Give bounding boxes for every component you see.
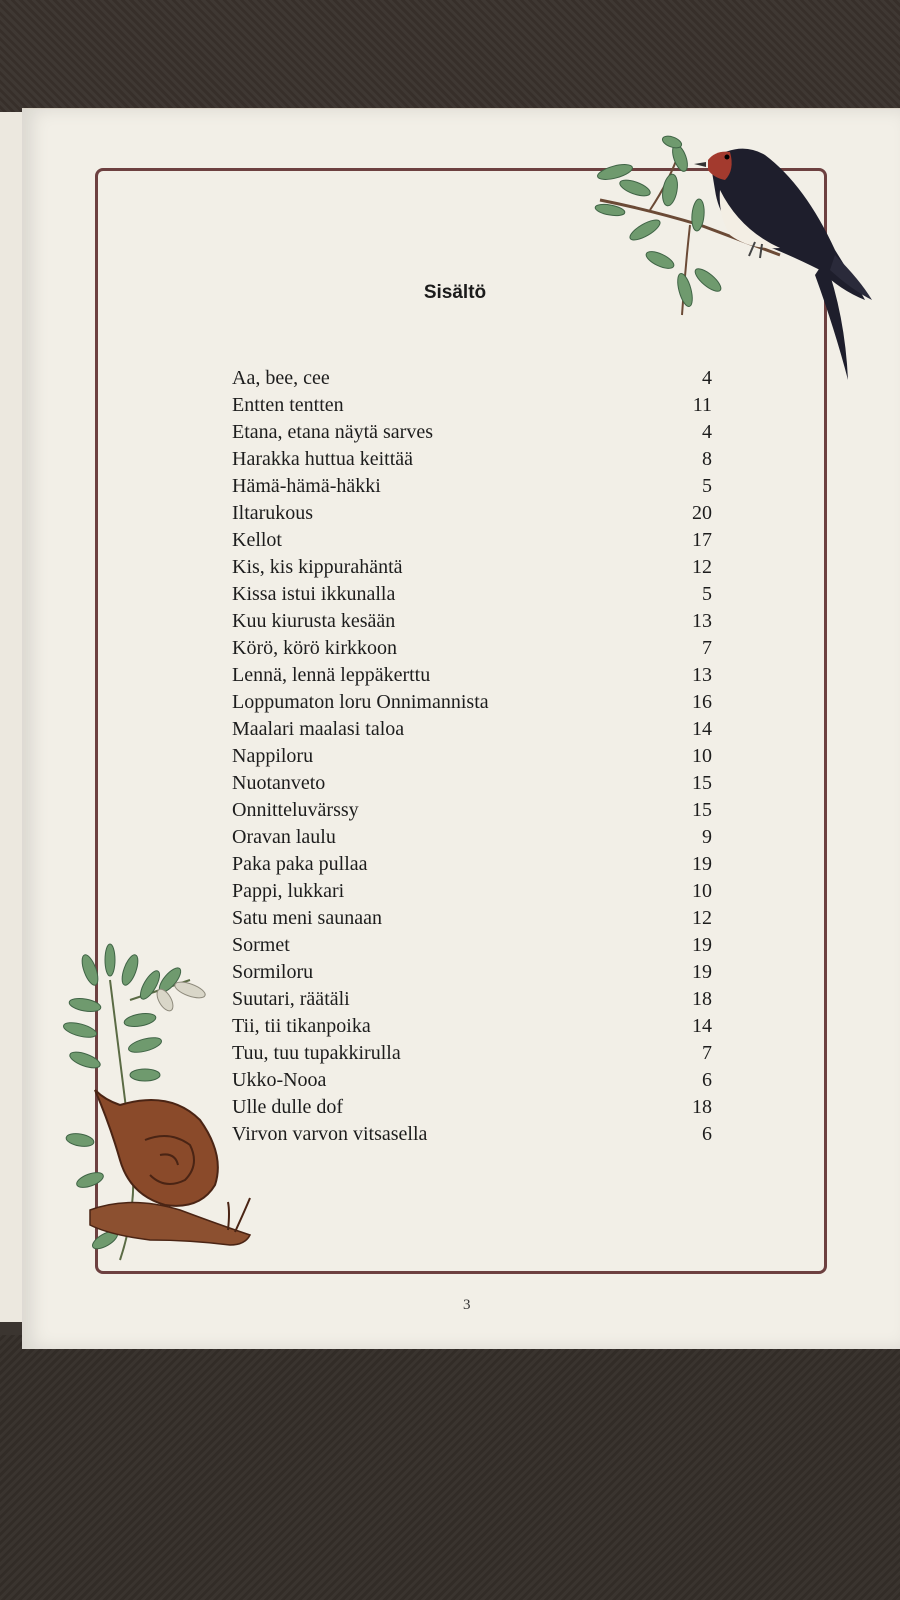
toc-entry-title: Hämä-hämä-häkki [232, 475, 381, 497]
toc-entry [232, 527, 712, 554]
toc-entry-page: 15 [692, 799, 712, 821]
toc-entry-page: 12 [692, 907, 712, 929]
page-title: Sisältö [423, 282, 487, 303]
toc-entry [232, 743, 712, 770]
toc-entry [232, 689, 712, 716]
toc-entry-page: 9 [702, 826, 712, 848]
toc-entry-page: 16 [692, 691, 712, 713]
toc-entry-title: Ulle dulle dof [232, 1096, 344, 1118]
toc-entry [232, 959, 712, 986]
toc-entry-page: 19 [692, 934, 712, 956]
toc-entry [232, 473, 712, 500]
toc-entry-page: 11 [692, 394, 712, 416]
toc-entry [232, 770, 712, 797]
toc-entry-page: 13 [692, 610, 712, 632]
toc-entry-page: 5 [702, 475, 712, 497]
toc-entry-page: 12 [692, 556, 712, 578]
toc-entry-page: 19 [692, 853, 712, 875]
toc-entry-title: Aa, bee, cee [232, 367, 330, 389]
toc-entry [232, 662, 712, 689]
toc-entry-page: 18 [692, 1096, 712, 1118]
toc-entry-page: 7 [702, 1042, 712, 1064]
toc-entry [232, 1121, 712, 1148]
toc-entry [232, 1067, 712, 1094]
toc-entry-title: Kis, kis kippurahäntä [232, 556, 403, 578]
toc-entry-title: Loppumaton loru Onnimannista [232, 691, 489, 713]
toc-entry-page: 5 [702, 583, 712, 605]
toc-entry-page: 4 [702, 421, 712, 443]
toc-entry-page: 6 [702, 1123, 712, 1145]
toc-entry-page: 6 [702, 1069, 712, 1091]
toc-entry [232, 1040, 712, 1067]
toc-entry [232, 1013, 712, 1040]
toc-entry-page: 8 [702, 448, 712, 470]
toc-entry-page: 14 [692, 1015, 712, 1037]
toc-entry-title: Kellot [232, 529, 282, 551]
toc-entry-page: 20 [692, 502, 712, 524]
toc-entry-title: Paka paka pullaa [232, 853, 368, 875]
toc-entry-title: Nappiloru [232, 745, 314, 767]
toc-entry-title: Entten tentten [232, 394, 344, 416]
toc-entry-title: Pappi, lukkari [232, 880, 345, 902]
table-of-contents [232, 365, 712, 1148]
toc-entry-title: Oravan laulu [232, 826, 336, 848]
toc-entry-title: Sormiloru [232, 961, 314, 983]
toc-entry-title: Harakka huttua keittää [232, 448, 414, 470]
toc-entry-title: Kuu kiurusta kesään [232, 610, 396, 632]
toc-entry-title: Iltarukous [232, 502, 314, 524]
toc-entry-page: 17 [692, 529, 712, 551]
toc-entry [232, 392, 712, 419]
toc-entry [232, 797, 712, 824]
toc-entry-page: 10 [692, 880, 712, 902]
toc-entry [232, 608, 712, 635]
toc-entry-page: 13 [692, 664, 712, 686]
toc-entry [232, 986, 712, 1013]
toc-entry [232, 635, 712, 662]
toc-entry-title: Sormet [232, 934, 290, 956]
toc-entry-page: 19 [692, 961, 712, 983]
toc-entry [232, 419, 712, 446]
toc-entry [232, 905, 712, 932]
toc-entry-page: 7 [702, 637, 712, 659]
toc-entry-title: Lennä, lennä leppäkerttu [232, 664, 431, 686]
toc-entry-title: Tii, tii tikanpoika [232, 1015, 371, 1037]
swallow-illustration [590, 130, 880, 395]
toc-entry-title: Nuotanveto [232, 772, 326, 794]
toc-entry [232, 878, 712, 905]
toc-entry-page: 4 [702, 367, 712, 389]
toc-entry [232, 716, 712, 743]
toc-entry-page: 10 [692, 745, 712, 767]
page-number: 3 [463, 1297, 471, 1313]
toc-entry [232, 851, 712, 878]
toc-entry [232, 446, 712, 473]
toc-entry-page: 14 [692, 718, 712, 740]
toc-entry-title: Satu meni saunaan [232, 907, 382, 929]
toc-entry [232, 500, 712, 527]
toc-entry-page: 15 [692, 772, 712, 794]
toc-entry-title: Onnitteluvärssy [232, 799, 359, 821]
toc-entry-title: Suutari, räätäli [232, 988, 350, 1010]
toc-entry-title: Kissa istui ikkunalla [232, 583, 396, 605]
toc-entry [232, 554, 712, 581]
toc-entry-title: Tuu, tuu tupakkirulla [232, 1042, 401, 1064]
toc-entry [232, 824, 712, 851]
toc-entry [232, 932, 712, 959]
toc-entry-title: Körö, körö kirkkoon [232, 637, 397, 659]
fabric-background-bottom [0, 1335, 900, 1600]
toc-entry-title: Ukko-Nooa [232, 1069, 327, 1091]
toc-entry [232, 1094, 712, 1121]
toc-entry [232, 365, 712, 392]
toc-entry-title: Virvon varvon vitsasella [232, 1123, 428, 1145]
toc-entry-page: 18 [692, 988, 712, 1010]
toc-entry [232, 581, 712, 608]
toc-entry-title: Etana, etana näytä sarves [232, 421, 434, 443]
toc-entry-title: Maalari maalasi taloa [232, 718, 405, 740]
